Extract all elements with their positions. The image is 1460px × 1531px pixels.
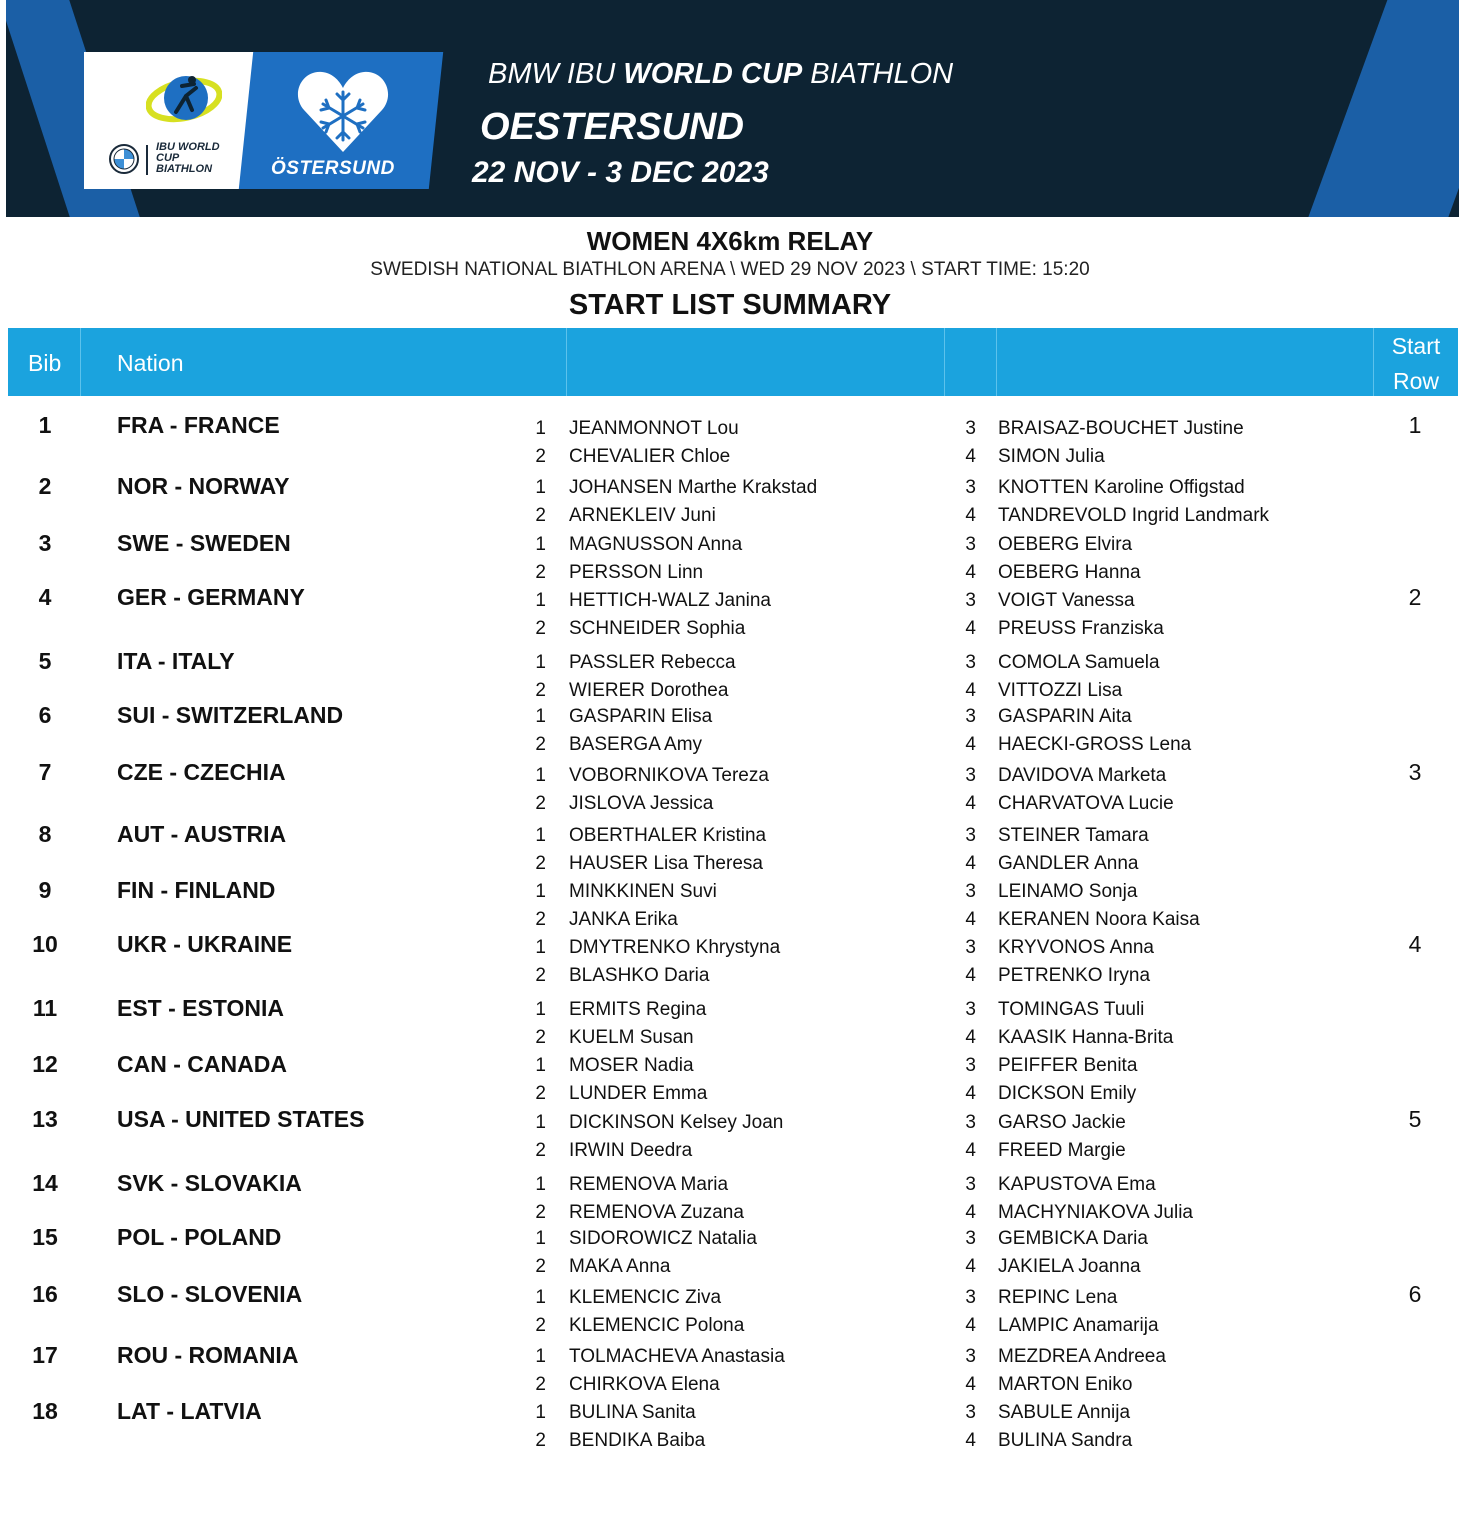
nation-name: SVK - SLOVAKIA: [117, 1170, 302, 1196]
leg-number: 3: [965, 418, 976, 439]
athlete-name: PETRENKO Iryna: [998, 965, 1151, 986]
athlete-name: KNOTTEN Karoline Offigstad: [998, 477, 1245, 498]
venue-title: OESTERSUND: [480, 106, 744, 148]
athlete-name: SIMON Julia: [998, 446, 1105, 467]
leg-number: 2: [535, 1140, 546, 1161]
athlete-name: PERSSON Linn: [569, 562, 704, 583]
athlete-name: JAKIELA Joanna: [998, 1256, 1141, 1277]
athlete-name: KAPUSTOVA Ema: [998, 1174, 1156, 1195]
athlete-name: HAUSER Lisa Theresa: [569, 853, 763, 874]
athlete-name: KLEMENCIC Polona: [569, 1315, 745, 1336]
start-row-number: 3: [1408, 759, 1422, 785]
leg-number: 1: [535, 765, 546, 786]
ostersund-logo-text: ÖSTERSUND: [271, 158, 395, 179]
athlete-name: BULINA Sandra: [998, 1430, 1133, 1451]
athlete-name: MEZDREA Andreea: [998, 1346, 1166, 1367]
start-row-number: 6: [1408, 1281, 1422, 1307]
athlete-name: COMOLA Samuela: [998, 652, 1160, 673]
leg-number: 1: [535, 706, 546, 727]
athlete-name: PEIFFER Benita: [998, 1055, 1138, 1076]
bib-number: 6: [38, 702, 52, 728]
athlete-name: MAKA Anna: [569, 1256, 671, 1277]
column-header-nation: Nation: [117, 350, 184, 376]
leg-number: 3: [965, 1055, 976, 1076]
leg-number: 3: [965, 652, 976, 673]
leg-number: 3: [965, 706, 976, 727]
leg-number: 1: [535, 477, 546, 498]
leg-number: 2: [535, 562, 546, 583]
athlete-name: CHIRKOVA Elena: [569, 1374, 720, 1395]
athlete-name: IRWIN Deedra: [569, 1140, 693, 1161]
bib-number: 18: [32, 1398, 58, 1424]
athlete-name: MARTON Eniko: [998, 1374, 1133, 1395]
athlete-name: JISLOVA Jessica: [569, 793, 714, 814]
nation-name: EST - ESTONIA: [117, 995, 284, 1021]
column-header-bib: Bib: [28, 350, 62, 376]
leg-number: 4: [965, 680, 976, 701]
leg-number: 3: [965, 477, 976, 498]
leg-number: 1: [535, 590, 546, 611]
athlete-name: ARNEKLEIV Juni: [569, 505, 716, 526]
athlete-name: BLASHKO Daria: [569, 965, 710, 986]
athlete-name: HAECKI-GROSS Lena: [998, 734, 1192, 755]
bib-number: 12: [32, 1051, 58, 1077]
leg-number: 3: [965, 1346, 976, 1367]
athlete-name: SCHNEIDER Sophia: [569, 618, 746, 639]
athlete-name: CHEVALIER Chloe: [569, 446, 731, 467]
athlete-name: MOSER Nadia: [569, 1055, 694, 1076]
nation-name: SWE - SWEDEN: [117, 530, 291, 556]
start-row-number: 4: [1408, 931, 1422, 957]
athlete-name: LUNDER Emma: [569, 1083, 708, 1104]
athlete-name: JOHANSEN Marthe Krakstad: [569, 477, 818, 498]
race-title: WOMEN 4X6km RELAY: [586, 226, 874, 256]
athlete-name: OBERTHALER Kristina: [569, 825, 767, 846]
leg-number: 2: [535, 1374, 546, 1395]
table-header: [8, 328, 1458, 396]
event-dates: 22 NOV - 3 DEC 2023: [472, 156, 769, 189]
athlete-name: PREUSS Franziska: [998, 618, 1164, 639]
nation-name: USA - UNITED STATES: [117, 1106, 365, 1132]
bib-number: 1: [38, 412, 52, 438]
bib-number: 5: [38, 648, 52, 674]
leg-number: 3: [965, 765, 976, 786]
bib-number: 8: [38, 821, 52, 847]
athlete-name: DICKINSON Kelsey Joan: [569, 1112, 784, 1133]
nation-name: SUI - SWITZERLAND: [117, 702, 344, 728]
leg-number: 3: [965, 825, 976, 846]
event-series-title: BMW IBU WORLD CUP BIATHLON: [488, 58, 954, 90]
athlete-name: BRAISAZ-BOUCHET Justine: [998, 418, 1244, 439]
leg-number: 2: [535, 853, 546, 874]
snowflake-heart-logo-icon: [296, 66, 390, 156]
leg-number: 1: [535, 1112, 546, 1133]
leg-number: 1: [535, 999, 546, 1020]
nation-name: NOR - NORWAY: [117, 473, 290, 499]
start-row-number: 2: [1408, 584, 1422, 610]
bib-number: 9: [38, 877, 52, 903]
leg-number: 2: [535, 1083, 546, 1104]
athlete-name: GANDLER Anna: [998, 853, 1139, 874]
leg-number: 1: [535, 1287, 546, 1308]
leg-number: 2: [535, 1430, 546, 1451]
leg-number: 4: [965, 1315, 976, 1336]
column-divider: [996, 328, 997, 396]
bib-number: 13: [32, 1106, 58, 1132]
leg-number: 2: [535, 793, 546, 814]
bib-number: 14: [32, 1170, 58, 1196]
bib-number: 16: [32, 1281, 58, 1307]
athlete-name: VITTOZZI Lisa: [998, 680, 1123, 701]
biathlon-globe-logo-icon: [146, 66, 222, 142]
leg-number: 3: [965, 881, 976, 902]
column-divider: [944, 328, 945, 396]
nation-name: SLO - SLOVENIA: [117, 1281, 303, 1307]
athlete-name: TOMINGAS Tuuli: [998, 999, 1145, 1020]
athlete-name: JANKA Erika: [569, 909, 678, 930]
leg-number: 2: [535, 965, 546, 986]
leg-number: 1: [535, 652, 546, 673]
athlete-name: MACHYNIAKOVA Julia: [998, 1202, 1193, 1223]
athlete-name: OEBERG Elvira: [998, 534, 1133, 555]
athlete-name: LAMPIC Anamarija: [998, 1315, 1159, 1336]
leg-number: 4: [965, 562, 976, 583]
athlete-name: TOLMACHEVA Anastasia: [569, 1346, 785, 1367]
leg-number: 3: [965, 999, 976, 1020]
leg-number: 4: [965, 1430, 976, 1451]
bib-number: 10: [32, 931, 58, 957]
leg-number: 1: [535, 1174, 546, 1195]
column-divider: [80, 328, 81, 396]
athlete-name: MAGNUSSON Anna: [569, 534, 743, 555]
leg-number: 4: [965, 1256, 976, 1277]
start-row-number: 1: [1408, 412, 1422, 438]
leg-number: 4: [965, 734, 976, 755]
leg-number: 1: [535, 1402, 546, 1423]
athlete-name: KRYVONOS Anna: [998, 937, 1154, 958]
athlete-name: KERANEN Noora Kaisa: [998, 909, 1200, 930]
leg-number: 3: [965, 1287, 976, 1308]
athlete-name: MINKKINEN Suvi: [569, 881, 717, 902]
nation-name: ROU - ROMANIA: [117, 1342, 299, 1368]
athlete-name: VOIGT Vanessa: [998, 590, 1135, 611]
leg-number: 1: [535, 1346, 546, 1367]
leg-number: 3: [965, 1174, 976, 1195]
leg-number: 4: [965, 965, 976, 986]
leg-number: 1: [535, 825, 546, 846]
athlete-name: REPINC Lena: [998, 1287, 1118, 1308]
column-divider: [566, 328, 567, 396]
banner-stripe-right: [1296, 0, 1459, 217]
athlete-name: KLEMENCIC Ziva: [569, 1287, 722, 1308]
athlete-name: SIDOROWICZ Natalia: [569, 1228, 757, 1249]
athlete-name: ERMITS Regina: [569, 999, 707, 1020]
leg-number: 2: [535, 618, 546, 639]
athlete-name: OEBERG Hanna: [998, 562, 1141, 583]
bib-number: 4: [38, 584, 52, 610]
athlete-name: DAVIDOVA Marketa: [998, 765, 1167, 786]
leg-number: 4: [965, 1202, 976, 1223]
athlete-name: SABULE Annija: [998, 1402, 1131, 1423]
leg-number: 4: [965, 1374, 976, 1395]
athlete-name: PASSLER Rebecca: [569, 652, 736, 673]
leg-number: 1: [535, 534, 546, 555]
athlete-name: STEINER Tamara: [998, 825, 1149, 846]
athlete-name: REMENOVA Maria: [569, 1174, 729, 1195]
leg-number: 2: [535, 1027, 546, 1048]
leg-number: 3: [965, 1112, 976, 1133]
athlete-name: REMENOVA Zuzana: [569, 1202, 744, 1223]
nation-name: LAT - LATVIA: [117, 1398, 262, 1424]
bib-number: 7: [38, 759, 52, 785]
leg-number: 4: [965, 909, 976, 930]
athlete-name: BENDIKA Baiba: [569, 1430, 706, 1451]
bib-number: 15: [32, 1224, 58, 1250]
leg-number: 3: [965, 937, 976, 958]
nation-name: ITA - ITALY: [117, 648, 235, 674]
nation-name: POL - POLAND: [117, 1224, 282, 1250]
nation-name: FRA - FRANCE: [117, 412, 280, 438]
athlete-name: TANDREVOLD Ingrid Landmark: [998, 505, 1270, 526]
leg-number: 2: [535, 1256, 546, 1277]
leg-number: 2: [535, 446, 546, 467]
athlete-name: GEMBICKA Daria: [998, 1228, 1148, 1249]
leg-number: 4: [965, 793, 976, 814]
bib-number: 17: [32, 1342, 58, 1368]
header-banner: [6, 0, 1459, 217]
leg-number: 1: [535, 937, 546, 958]
leg-number: 2: [535, 680, 546, 701]
nation-name: CZE - CZECHIA: [117, 759, 286, 785]
athlete-name: VOBORNIKOVA Tereza: [569, 765, 769, 786]
athlete-name: KAASIK Hanna-Brita: [998, 1027, 1174, 1048]
athlete-name: HETTICH-WALZ Janina: [569, 590, 771, 611]
world-cup-logo-text: IBU WORLD CUP BIATHLON: [156, 141, 220, 175]
nation-name: CAN - CANADA: [117, 1051, 287, 1077]
leg-number: 3: [965, 1228, 976, 1249]
race-subtitle: SWEDISH NATIONAL BIATHLON ARENA \ WED 29 NOV 2023 \ START TIME: 15:20: [370, 259, 1090, 280]
nation-name: GER - GERMANY: [117, 584, 305, 610]
leg-number: 1: [535, 418, 546, 439]
leg-number: 4: [965, 1140, 976, 1161]
athlete-name: JEANMONNOT Lou: [569, 418, 739, 439]
leg-number: 4: [965, 446, 976, 467]
leg-number: 2: [535, 734, 546, 755]
athlete-name: LEINAMO Sonja: [998, 881, 1138, 902]
athlete-name: GARSO Jackie: [998, 1112, 1126, 1133]
athlete-name: DMYTRENKO Khrystyna: [569, 937, 781, 958]
athlete-name: GASPARIN Aita: [998, 706, 1132, 727]
leg-number: 4: [965, 505, 976, 526]
leg-number: 3: [965, 590, 976, 611]
leg-number: 1: [535, 1228, 546, 1249]
leg-number: 1: [535, 1055, 546, 1076]
athlete-name: FREED Margie: [998, 1140, 1126, 1161]
bib-number: 3: [38, 530, 52, 556]
leg-number: 4: [965, 1083, 976, 1104]
leg-number: 4: [965, 853, 976, 874]
leg-number: 2: [535, 1202, 546, 1223]
athlete-name: CHARVATOVA Lucie: [998, 793, 1174, 814]
leg-number: 4: [965, 1027, 976, 1048]
athlete-name: WIERER Dorothea: [569, 680, 729, 701]
nation-name: FIN - FINLAND: [117, 877, 276, 903]
bmw-roundel-icon: [109, 144, 139, 174]
leg-number: 2: [535, 909, 546, 930]
bib-number: 11: [32, 995, 58, 1021]
athlete-name: BASERGA Amy: [569, 734, 703, 755]
leg-number: 2: [535, 1315, 546, 1336]
athlete-name: BULINA Sanita: [569, 1402, 696, 1423]
nation-name: AUT - AUSTRIA: [117, 821, 287, 847]
bib-number: 2: [38, 473, 52, 499]
start-row-number: 5: [1408, 1106, 1422, 1132]
start-list-title: START LIST SUMMARY: [568, 289, 892, 321]
leg-number: 3: [965, 534, 976, 555]
athlete-name: GASPARIN Elisa: [569, 706, 713, 727]
leg-number: 3: [965, 1402, 976, 1423]
logo-divider: [146, 145, 148, 175]
athlete-name: DICKSON Emily: [998, 1083, 1137, 1104]
leg-number: 1: [535, 881, 546, 902]
leg-number: 4: [965, 618, 976, 639]
nation-name: UKR - UKRAINE: [117, 931, 293, 957]
leg-number: 2: [535, 505, 546, 526]
column-header-row: Row: [1392, 368, 1439, 394]
athlete-name: KUELM Susan: [569, 1027, 694, 1048]
column-header-start: Start: [1391, 333, 1441, 359]
